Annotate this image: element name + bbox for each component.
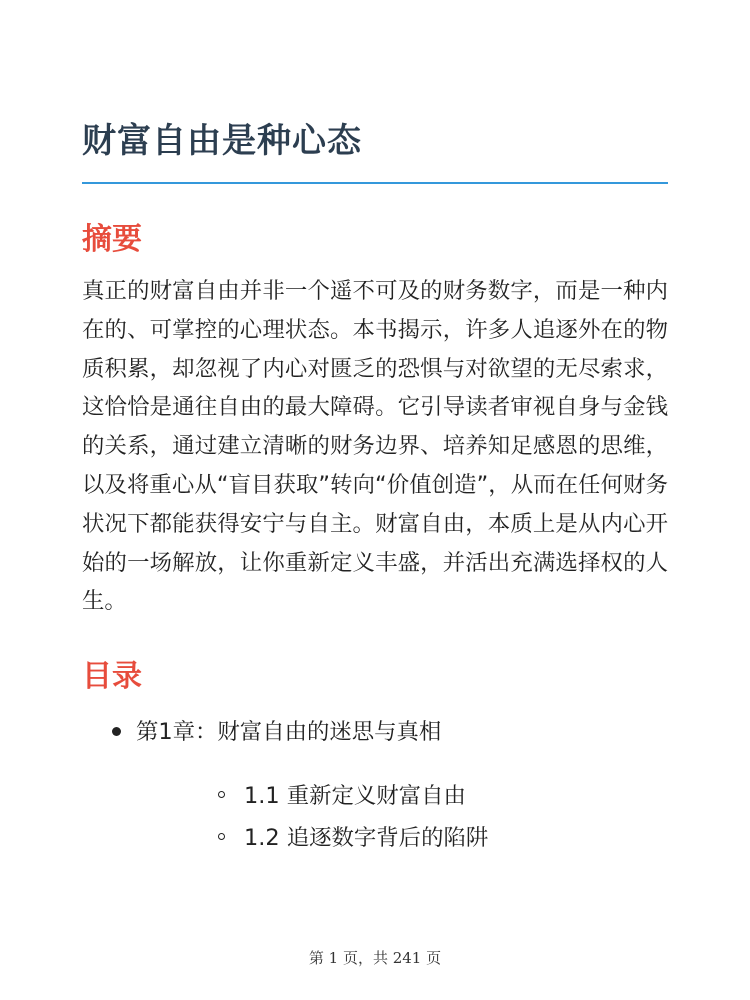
title-divider [82, 182, 668, 184]
summary-heading: 摘要 [82, 222, 142, 257]
toc-heading: 目录 [82, 659, 142, 695]
bullet-dot-icon [112, 727, 121, 736]
page-number-footer: 第 1 页，共 241 页 [308, 949, 442, 967]
circle-bullet-icon [218, 791, 225, 798]
document-page [82, 118, 668, 859]
toc-section-label: 1.1 重新定义财富自由 [244, 783, 466, 810]
toc-section-label: 1.2 追逐数字背后的陷阱 [244, 825, 489, 852]
document-title: 财富自由是种心态 [82, 121, 362, 161]
toc-section-1-2 [136, 817, 668, 859]
toc-chapter-1 [82, 715, 668, 859]
table-of-contents [82, 715, 668, 859]
summary-paragraph: 真正的财富自由并非一个遥不可及的财务数字，而是一种内在的、可掌控的心理状态。本书揭示，许多人追逐外在的物质积累，却忽视了内心对匮乏的恐惧与对欲望的无尽索求，这恰恰是通往自由的最大障碍。它引导读者审视自身与金钱的关系，通过建立清晰的财务边界、培养知足感恩的思维，以及将重心从“盲目获取”转向“价值创造”，从而在任何财务状况下都能获得安宁与自主。财富自由，本质上是从内心开始的一场解放，让你重新定义丰盛，并活出充满选择权的人生。 [82, 278, 668, 615]
toc-chapter-label: 第1章：财富自由的迷思与真相 [136, 719, 442, 746]
toc-chapter-1-sections [136, 775, 668, 859]
circle-bullet-icon [218, 833, 225, 840]
toc-section-1-1 [136, 775, 668, 817]
